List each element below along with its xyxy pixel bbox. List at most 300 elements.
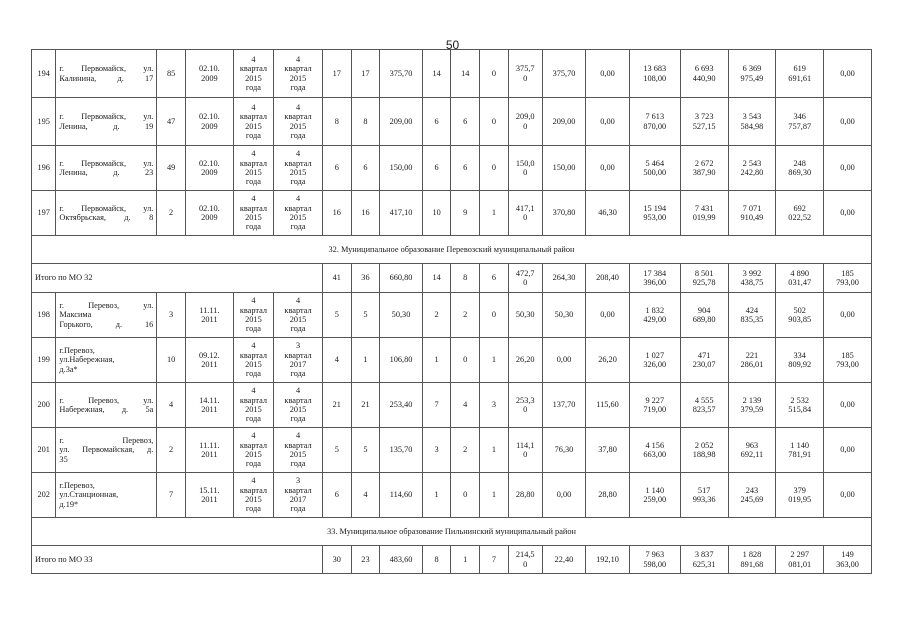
row-number: 196 [32, 146, 56, 191]
cell-c13-line: 417,1 [515, 203, 535, 213]
cell-c16-line: 1 140 [645, 485, 665, 495]
start-quarter-cell-line: квартал [239, 64, 268, 74]
cell-c17-line: 3 837 [694, 550, 714, 560]
cell-c17-line: 019,99 [692, 213, 716, 222]
cell-c17 [680, 473, 728, 518]
cell-c16 [629, 338, 680, 383]
end-quarter-cell [274, 338, 323, 383]
cell-c17-line: 517 [697, 485, 711, 495]
cell-c20: 0,00 [824, 473, 872, 518]
end-quarter-cell-line: 4 [295, 54, 301, 64]
cell-c12: 0 [480, 98, 509, 146]
end-quarter-cell-line: года [290, 459, 306, 469]
end-quarter-cell-line: квартал [284, 203, 312, 213]
end-quarter-cell-line: 2015 [289, 213, 307, 222]
end-quarter-cell-line: года [290, 369, 306, 379]
start-quarter-cell [233, 293, 273, 338]
start-quarter-cell [233, 428, 273, 473]
cell-c11: 0 [451, 473, 480, 518]
row-number: 200 [32, 383, 56, 428]
cell-c19-line: 692 [793, 203, 806, 213]
address-cell-line: г. Перевоз, ул. [59, 300, 154, 310]
cell-c19-line: 379 [793, 485, 806, 495]
date-cell-line: 2011 [201, 405, 218, 414]
start-quarter-cell-line: года [245, 459, 261, 469]
end-quarter-cell [274, 191, 323, 236]
cell-c19-line: 903,85 [788, 315, 812, 324]
start-quarter-cell-line: квартал [239, 485, 268, 495]
cell-c18-line: 243 [745, 485, 759, 495]
cell-c18-line: 242,80 [740, 168, 764, 177]
end-quarter-cell-line: 3 [295, 476, 301, 486]
date-cell [185, 473, 233, 518]
cell-c16-line: 500,00 [643, 168, 667, 177]
date-cell-line: 2011 [201, 450, 218, 459]
cell-c19 [776, 191, 824, 236]
cell-c17-line: 6 693 [694, 64, 714, 74]
cell-c16-line: 15 194 [643, 203, 667, 213]
row-number: 199 [32, 338, 56, 383]
cell-c14: 22,40 [542, 546, 586, 574]
end-quarter-cell [274, 146, 323, 191]
date-cell [185, 428, 233, 473]
cell-c10: 14 [422, 264, 451, 293]
end-quarter-cell-line: 4 [295, 386, 301, 396]
date-cell-line: 02.10. [198, 112, 220, 122]
start-quarter-cell [233, 473, 273, 518]
cell-c16-line: 719,00 [643, 405, 667, 414]
cell-c18-line: 438,75 [740, 278, 764, 287]
cell-c9: 417,10 [380, 191, 422, 236]
start-quarter-cell [233, 383, 273, 428]
cell-c9: 375,70 [380, 50, 422, 98]
date-cell-line: 2009 [201, 168, 218, 177]
date-cell-line: 11.11. [199, 440, 220, 450]
cell-c18 [728, 98, 776, 146]
cell-c19 [776, 473, 824, 518]
start-quarter-cell-line: 4 [251, 476, 256, 486]
cell-c13-line: 50,30 [515, 310, 535, 320]
cell-c18-line: 910,49 [740, 213, 764, 222]
cell-c17 [680, 191, 728, 236]
cell-c12: 1 [480, 428, 509, 473]
date-cell-line: 2009 [201, 73, 218, 83]
date-cell [185, 50, 233, 98]
cell-c3: 3 [157, 293, 186, 338]
cell-c19 [776, 264, 824, 293]
cell-c19 [776, 383, 824, 428]
table-row [32, 50, 872, 98]
cell-c17-line: 904 [697, 305, 711, 315]
cell-c18 [728, 50, 776, 98]
start-quarter-cell-line: 4 [251, 54, 256, 64]
start-quarter-cell-line: года [245, 414, 261, 424]
cell-c17-line: 8 501 [694, 268, 714, 278]
address-cell-line: г. Перевоз, [59, 435, 154, 445]
cell-c8: 6 [351, 146, 380, 191]
cell-c17-line: 440,90 [692, 73, 716, 83]
row-number: 194 [32, 50, 56, 98]
cell-c19-line: 869,30 [788, 168, 812, 177]
cell-c17-line: 230,07 [692, 360, 716, 369]
date-cell-line: 2011 [201, 495, 218, 504]
cell-c8: 36 [351, 264, 380, 293]
cell-c17 [680, 383, 728, 428]
cell-c19 [776, 428, 824, 473]
cell-c11: 8 [451, 264, 480, 293]
start-quarter-cell [233, 146, 273, 191]
cell-c18 [728, 191, 776, 236]
cell-c17 [680, 50, 728, 98]
date-cell-line: 02.10. [198, 64, 220, 74]
cell-c19-line: 022,52 [788, 213, 812, 222]
cell-c8: 1 [351, 338, 380, 383]
cell-c17 [680, 146, 728, 191]
end-quarter-cell-line: 2017 [289, 495, 307, 504]
cell-c13-line: 26,20 [515, 355, 535, 365]
cell-c20: 0,00 [824, 293, 872, 338]
start-quarter-cell-line: квартал [239, 112, 268, 122]
cell-c10: 10 [422, 191, 451, 236]
cell-c13-line: 0 [523, 405, 528, 414]
cell-c3: 2 [157, 428, 186, 473]
cell-c18 [728, 473, 776, 518]
cell-c12: 1 [480, 473, 509, 518]
cell-c19-line: 2 532 [790, 395, 810, 405]
end-quarter-cell-line: квартал [284, 112, 312, 122]
cell-c13-line: 150,0 [515, 158, 535, 168]
end-quarter-cell [274, 428, 323, 473]
cell-c18-line: 7 071 [742, 203, 762, 213]
cell-c7: 21 [322, 383, 351, 428]
cell-c18-line: 221 [745, 350, 759, 360]
end-quarter-cell-line: 4 [295, 102, 301, 112]
cell-c16 [629, 546, 680, 574]
cell-c13 [508, 428, 542, 473]
start-quarter-cell-line: квартал [239, 203, 268, 213]
start-quarter-cell-line: года [245, 82, 261, 92]
cell-c16 [629, 428, 680, 473]
start-quarter-cell [233, 50, 273, 98]
cell-c13-line: 0 [523, 121, 528, 131]
cell-c17-line: 4 555 [694, 395, 714, 405]
address-cell [56, 473, 157, 518]
cell-c9: 253,40 [380, 383, 422, 428]
cell-c15: 46,30 [586, 191, 630, 236]
end-quarter-cell-line: 2017 [289, 360, 307, 369]
cell-c17 [680, 428, 728, 473]
address-cell-line: д.3а* [59, 364, 78, 374]
end-quarter-cell-line: года [290, 414, 306, 424]
cell-c11: 0 [451, 338, 480, 383]
start-quarter-cell-line: 2015 [245, 168, 262, 177]
cell-c16-line: 1 832 [645, 305, 665, 315]
cell-c10: 1 [422, 338, 451, 383]
cell-c12: 0 [480, 50, 509, 98]
start-quarter-cell-line: 2015 [245, 450, 262, 459]
cell-c13-line: 253,3 [515, 395, 535, 405]
cell-c18 [728, 428, 776, 473]
date-cell-line: 11.11. [199, 305, 220, 315]
cell-c9: 209,00 [380, 98, 422, 146]
start-quarter-cell-line: 4 [251, 194, 256, 204]
table-row [32, 383, 872, 428]
end-quarter-cell [274, 383, 323, 428]
address-cell [56, 383, 157, 428]
start-quarter-cell-line: квартал [239, 395, 268, 405]
cell-c15: 208,40 [586, 264, 630, 293]
end-quarter-cell-line: квартал [284, 440, 312, 450]
start-quarter-cell-line: квартал [239, 158, 268, 168]
section-title: 33. Муниципальное образование Пильнинский муниципальный район [32, 518, 872, 546]
cell-c16 [629, 191, 680, 236]
cell-c16-line: 259,00 [643, 495, 667, 504]
address-cell-line: ул. Первомайская, д. [59, 445, 154, 455]
cell-c14: 150,00 [542, 146, 586, 191]
cell-c16-line: 108,00 [643, 73, 667, 83]
start-quarter-cell-line: года [245, 222, 261, 232]
cell-c7: 6 [322, 146, 351, 191]
date-cell [185, 191, 233, 236]
cell-c16-line: 5 464 [645, 158, 665, 168]
cell-c17-line: 993,36 [692, 495, 716, 504]
cell-c16 [629, 383, 680, 428]
cell-c11: 14 [451, 50, 480, 98]
cell-c10: 3 [422, 428, 451, 473]
address-cell-line: г.Перевоз, [59, 345, 95, 355]
address-cell-line: Калинина, д. 17 [59, 73, 154, 83]
table-row [32, 293, 872, 338]
cell-c17-line: 689,80 [692, 315, 716, 324]
row-number: 198 [32, 293, 56, 338]
page-number: 50 [445, 38, 460, 52]
end-quarter-cell [274, 98, 323, 146]
cell-c7: 6 [322, 473, 351, 518]
address-cell-line: г. Первомайск, ул. [59, 112, 154, 122]
cell-c16-line: 598,00 [643, 559, 667, 569]
cell-c20: 0,00 [824, 146, 872, 191]
cell-c3: 85 [157, 50, 186, 98]
cell-c19 [776, 293, 824, 338]
cell-c7: 8 [322, 98, 351, 146]
start-quarter-cell-line: квартал [239, 350, 268, 360]
end-quarter-cell-line: квартал [284, 64, 312, 74]
cell-c18-line: 424 [745, 305, 759, 315]
cell-c18-line: 2 139 [742, 395, 762, 405]
start-quarter-cell-line: 4 [251, 386, 256, 396]
address-cell-line: ул.Станционная, [59, 490, 119, 500]
cell-c16-line: 7 963 [645, 550, 665, 560]
cell-c18 [728, 383, 776, 428]
cell-c13 [508, 546, 542, 574]
date-cell-line: 09.12. [198, 350, 220, 360]
cell-c20 [824, 546, 872, 574]
cell-c17-line: 387,90 [692, 168, 716, 177]
end-quarter-cell-line: 4 [295, 194, 301, 204]
section-header-row [32, 236, 872, 264]
cell-c17 [680, 98, 728, 146]
cell-c13-line: 0 [523, 73, 528, 83]
cell-c17-line: 2 672 [694, 158, 714, 168]
cell-c7: 30 [322, 546, 351, 574]
end-quarter-cell-line: года [290, 504, 306, 514]
cell-c18-line: 245,69 [740, 495, 764, 504]
cell-c18-line: 835,35 [740, 315, 764, 324]
date-cell-line: 2011 [201, 360, 218, 369]
address-cell-line: Ленина, д. 23 [59, 168, 154, 177]
cell-c13-line: 375,7 [515, 64, 535, 74]
date-cell-line: 02.10. [198, 203, 220, 213]
total-row [32, 264, 872, 293]
cell-c19 [776, 50, 824, 98]
cell-c20-line: 793,00 [836, 278, 859, 287]
cell-c19 [776, 146, 824, 191]
cell-c8: 23 [351, 546, 380, 574]
cell-c20-line: 185 [841, 268, 854, 278]
cell-c14: 375,70 [542, 50, 586, 98]
cell-c20: 0,00 [824, 50, 872, 98]
start-quarter-cell-line: 2015 [245, 360, 262, 369]
cell-c9: 660,80 [380, 264, 422, 293]
table-row [32, 191, 872, 236]
cell-c14: 0,00 [542, 473, 586, 518]
cell-c8: 5 [351, 428, 380, 473]
cell-c17-line: 2 052 [694, 440, 714, 450]
start-quarter-cell-line: 4 [251, 296, 256, 306]
cell-c13 [508, 383, 542, 428]
table-row [32, 98, 872, 146]
start-quarter-cell-line: 4 [251, 431, 256, 441]
cell-c19 [776, 338, 824, 383]
cell-c19-line: 4 890 [790, 268, 810, 278]
cell-c18 [728, 264, 776, 293]
cell-c10: 7 [422, 383, 451, 428]
cell-c20-line: 363,00 [836, 559, 859, 569]
cell-c10: 6 [422, 146, 451, 191]
date-cell [185, 293, 233, 338]
start-quarter-cell-line: 2015 [245, 315, 262, 324]
cell-c12: 1 [480, 338, 509, 383]
cell-c3: 7 [157, 473, 186, 518]
date-cell [185, 146, 233, 191]
cell-c15: 37,80 [586, 428, 630, 473]
cell-c17 [680, 293, 728, 338]
cell-c11: 1 [451, 546, 480, 574]
address-cell-line: д.19* [59, 499, 79, 509]
cell-c7: 17 [322, 50, 351, 98]
cell-c11: 9 [451, 191, 480, 236]
end-quarter-cell-line: 2015 [289, 73, 307, 83]
row-number: 202 [32, 473, 56, 518]
cell-c11: 4 [451, 383, 480, 428]
cell-c8: 5 [351, 293, 380, 338]
cell-c13 [508, 264, 542, 293]
address-cell-line: 35 [59, 454, 68, 464]
cell-c20: 0,00 [824, 98, 872, 146]
cell-c7: 5 [322, 428, 351, 473]
cell-c15: 115,60 [586, 383, 630, 428]
cell-c10: 2 [422, 293, 451, 338]
cell-c20 [824, 338, 872, 383]
section-title: 32. Муниципальное образование Перевозский муниципальный район [32, 236, 872, 264]
cell-c16-line: 326,00 [643, 360, 667, 369]
cell-c16 [629, 146, 680, 191]
cell-c16-line: 1 027 [645, 350, 665, 360]
housing-register-table [31, 49, 872, 574]
cell-c18-line: 286,01 [740, 360, 764, 369]
cell-c12: 0 [480, 146, 509, 191]
address-cell-line: Максима [59, 310, 92, 320]
cell-c19-line: 809,92 [788, 360, 812, 369]
end-quarter-cell-line: года [290, 130, 306, 140]
cell-c8: 8 [351, 98, 380, 146]
cell-c7: 41 [322, 264, 351, 293]
cell-c19-line: 2 297 [790, 550, 810, 560]
cell-c13-line: 114,1 [516, 440, 535, 450]
end-quarter-cell-line: 2015 [289, 168, 307, 177]
end-quarter-cell-line: 2015 [289, 315, 307, 324]
cell-c18-line: 1 828 [742, 550, 762, 560]
cell-c13-line: 0 [523, 213, 528, 222]
cell-c19 [776, 546, 824, 574]
cell-c16 [629, 50, 680, 98]
end-quarter-cell-line: года [290, 324, 306, 334]
cell-c16-line: 663,00 [643, 450, 667, 459]
address-cell-line: г. Первомайск, ул. [59, 64, 154, 74]
cell-c19-line: 619 [793, 64, 806, 74]
date-cell [185, 383, 233, 428]
start-quarter-cell [233, 338, 273, 383]
cell-c20: 0,00 [824, 191, 872, 236]
cell-c13-line: 0 [523, 278, 528, 287]
cell-c18-line: 975,49 [740, 73, 764, 83]
cell-c14: 50,30 [542, 293, 586, 338]
cell-c9: 135,70 [380, 428, 422, 473]
cell-c3: 2 [157, 191, 186, 236]
address-cell-line: ул.Набережная, [59, 355, 115, 365]
start-quarter-cell-line: квартал [239, 440, 268, 450]
cell-c10: 14 [422, 50, 451, 98]
end-quarter-cell-line: года [290, 177, 306, 187]
cell-c16 [629, 98, 680, 146]
start-quarter-cell-line: 4 [251, 102, 256, 112]
start-quarter-cell-line: года [245, 369, 261, 379]
cell-c19-line: 248 [793, 158, 806, 168]
cell-c13-line: 28,80 [515, 490, 535, 500]
cell-c16 [629, 293, 680, 338]
cell-c9: 150,00 [380, 146, 422, 191]
cell-c9: 114,60 [380, 473, 422, 518]
cell-c19-line: 346 [793, 112, 806, 122]
cell-c18-line: 379,59 [740, 405, 764, 414]
cell-c3: 10 [157, 338, 186, 383]
cell-c15: 0,00 [586, 146, 630, 191]
address-cell-line: г.Перевоз, [59, 480, 95, 490]
cell-c19-line: 031,47 [788, 278, 812, 287]
cell-c10: 6 [422, 98, 451, 146]
cell-c8: 4 [351, 473, 380, 518]
table-row [32, 338, 872, 383]
address-cell-line: г. Первомайск, ул. [59, 203, 154, 213]
start-quarter-cell-line: года [245, 177, 261, 187]
cell-c17-line: 188,98 [692, 450, 716, 459]
cell-c7: 5 [322, 293, 351, 338]
cell-c20 [824, 264, 872, 293]
start-quarter-cell-line: 4 [251, 149, 256, 159]
start-quarter-cell-line: 2015 [245, 405, 262, 414]
address-cell [56, 338, 157, 383]
cell-c3: 4 [157, 383, 186, 428]
